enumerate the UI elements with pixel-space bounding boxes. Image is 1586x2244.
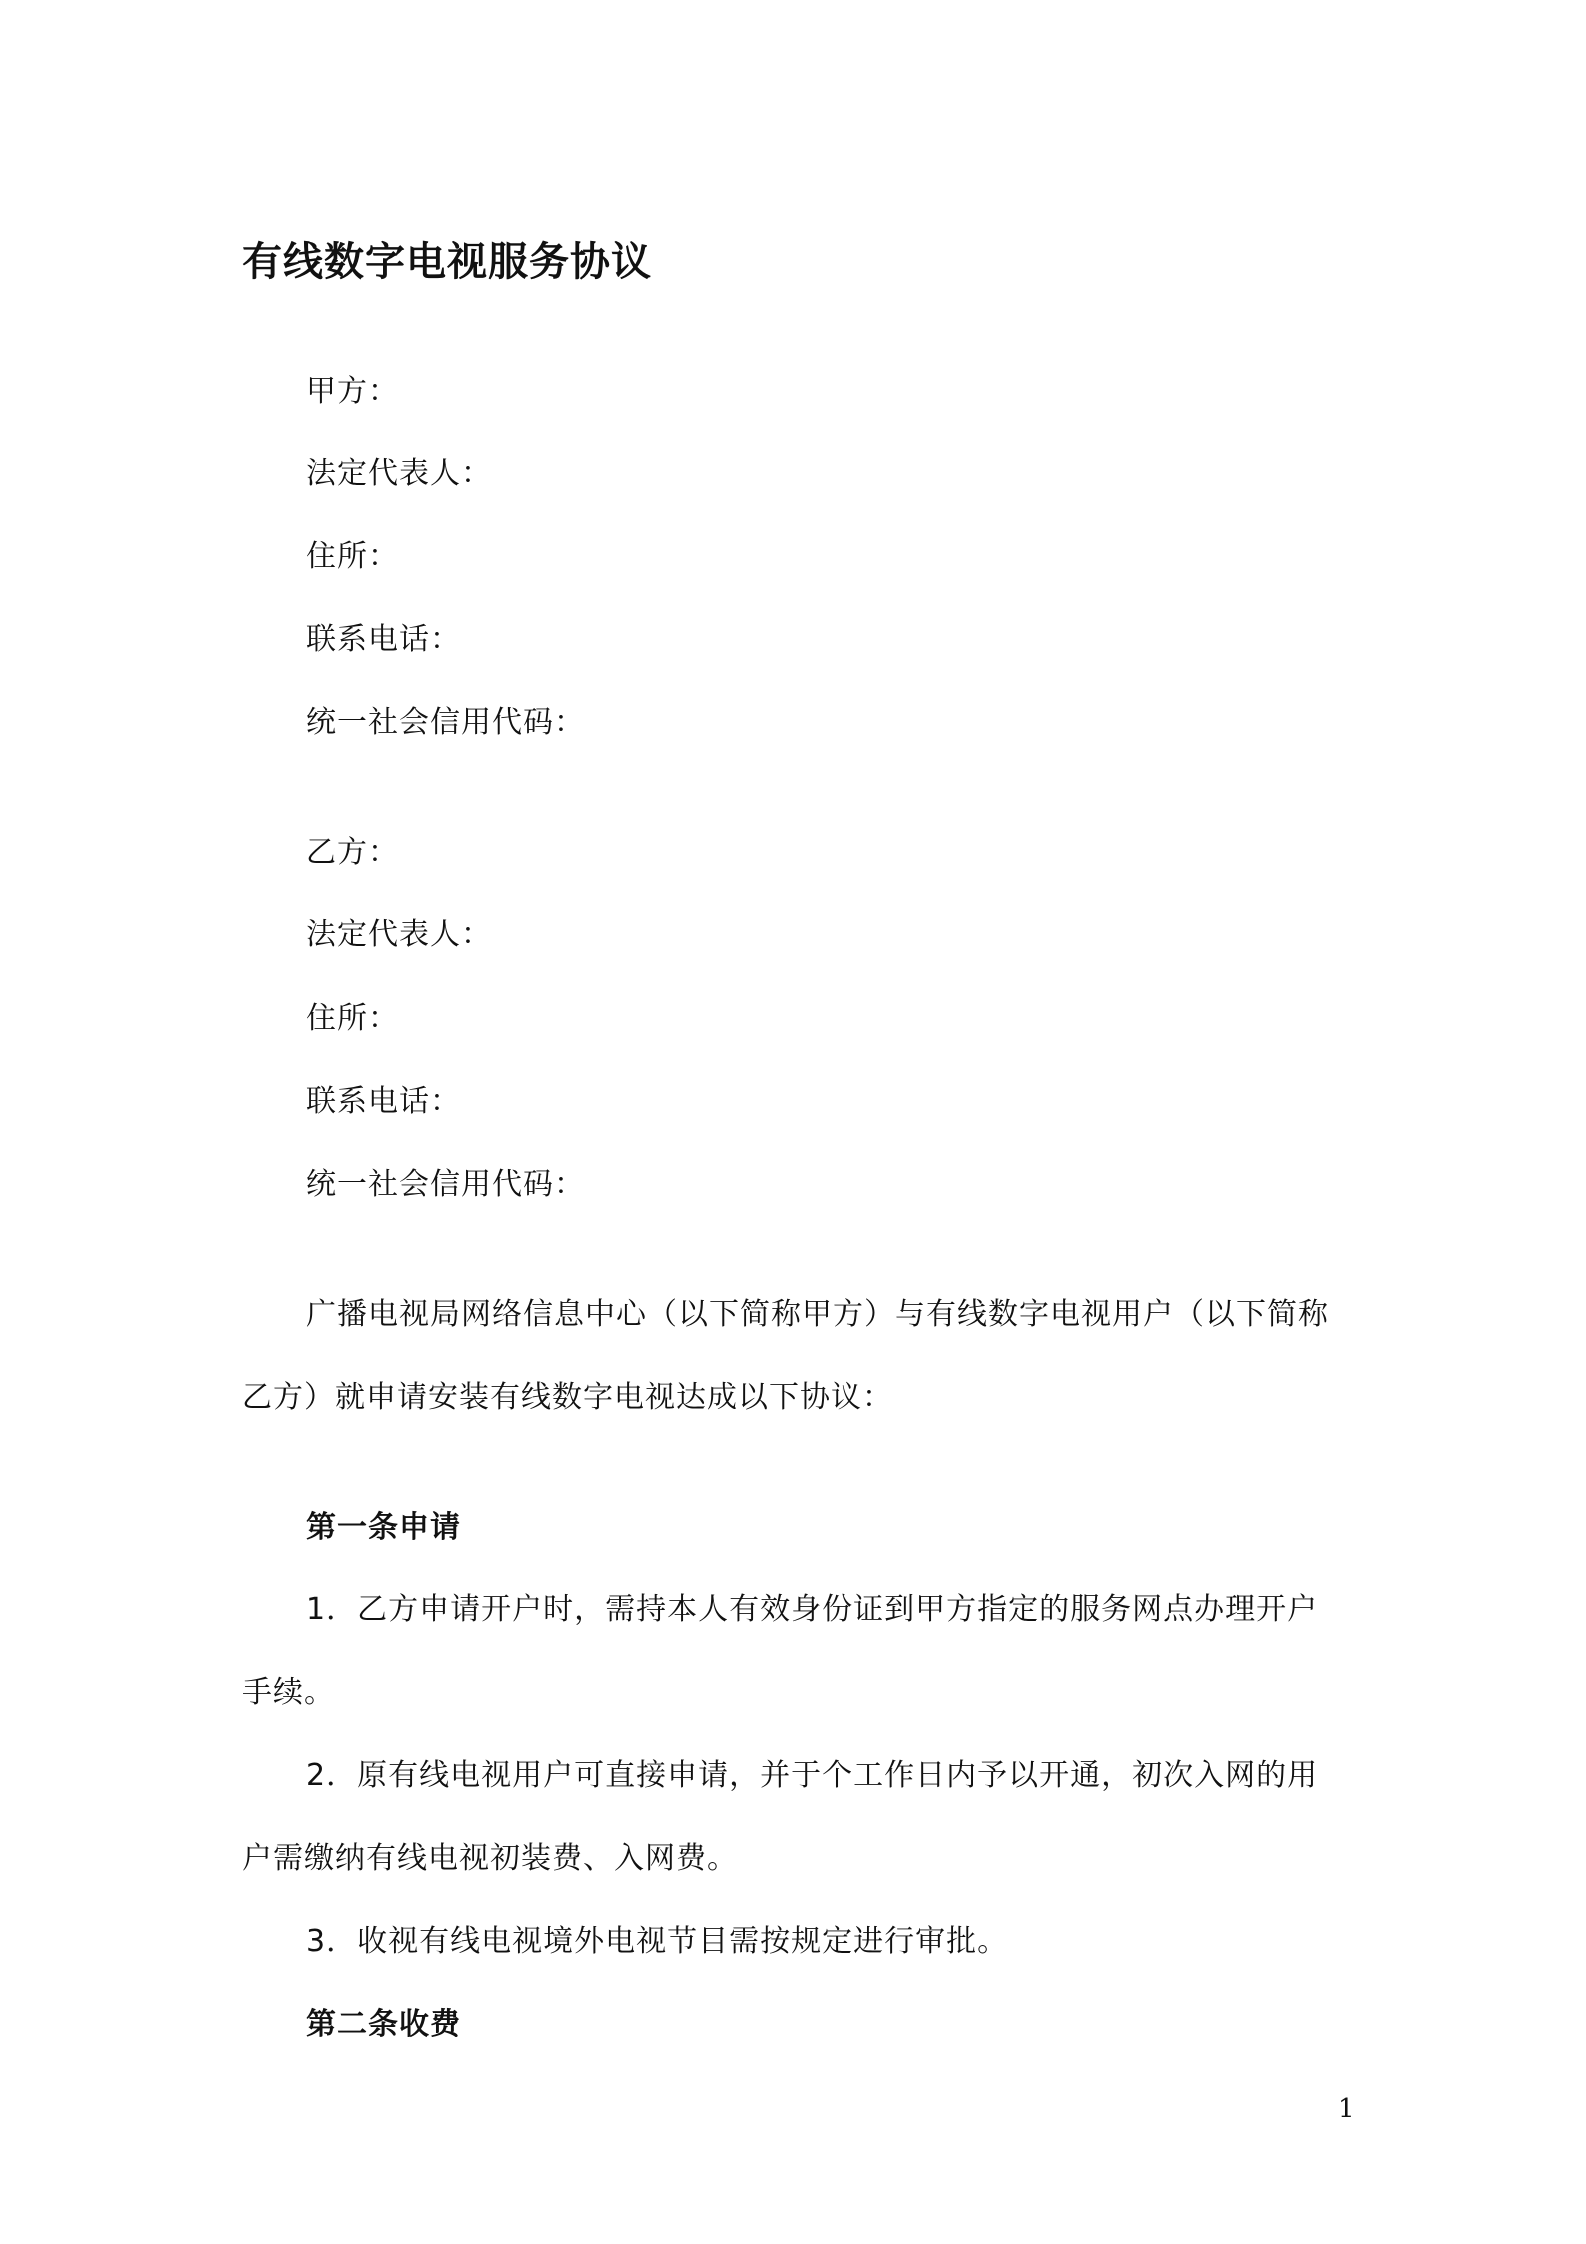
party-a-credit-code-label: 统一社会信用代码： [306, 705, 585, 740]
party-b-address-label: 住所： [306, 1001, 399, 1036]
party-b-name-label: 乙方： [306, 835, 399, 870]
page-number: 1 [1338, 2094, 1355, 2124]
party-b-credit-code-label: 统一社会信用代码： [306, 1167, 585, 1202]
intro-paragraph-line-1: 广播电视局网络信息中心（以下简称甲方）与有线数字电视用户（以下简称 [306, 1297, 1329, 1332]
party-a-rep-label: 法定代表人： [306, 456, 492, 491]
article-1-heading: 第一条申请 [306, 1510, 461, 1545]
article-1-item-2-line-1: 2．原有线电视用户可直接申请，并于个工作日内予以开通，初次入网的用 [306, 1758, 1319, 1793]
intro-paragraph-line-2: 乙方）就申请安装有线数字电视达成以下协议： [242, 1380, 893, 1415]
document-title: 有线数字电视服务协议 [242, 239, 652, 285]
party-b-rep-label: 法定代表人： [306, 917, 492, 952]
party-a-name-label: 甲方： [306, 374, 399, 409]
party-a-address-label: 住所： [306, 539, 399, 574]
article-1-item-1-line-1: 1．乙方申请开户时，需持本人有效身份证到甲方指定的服务网点办理开户 [306, 1592, 1319, 1627]
party-b-phone-label: 联系电话： [306, 1084, 461, 1119]
article-1-item-2-line-2: 户需缴纳有线电视初装费、入网费。 [242, 1841, 738, 1876]
article-2-heading: 第二条收费 [306, 2007, 461, 2042]
article-1-item-3: 3．收视有线电视境外电视节目需按规定进行审批。 [306, 1924, 1009, 1959]
article-1-item-1-line-2: 手续。 [242, 1675, 335, 1710]
party-a-phone-label: 联系电话： [306, 622, 461, 657]
